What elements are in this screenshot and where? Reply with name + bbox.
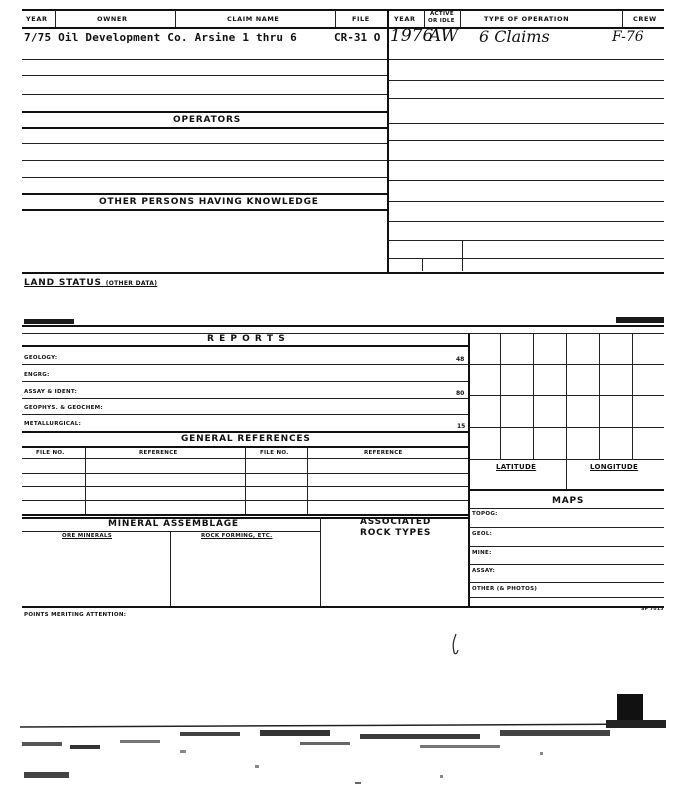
row-rule bbox=[22, 94, 387, 95]
gr-col-divider bbox=[245, 447, 246, 514]
maps-heading: MAPS bbox=[552, 496, 585, 506]
grid-row bbox=[469, 364, 664, 365]
reports-top-rule bbox=[22, 333, 664, 334]
report-row-rule bbox=[22, 414, 468, 415]
maps-rule bbox=[469, 508, 664, 509]
gr-bottom-rule bbox=[22, 514, 468, 516]
right-row-rule bbox=[389, 221, 664, 222]
associated-heading: ASSOCIATED bbox=[360, 517, 432, 527]
row-rule bbox=[22, 75, 387, 76]
mineral-assemblage-heading: MINERAL ASSEMBLAGE bbox=[108, 519, 239, 529]
report-row-rule bbox=[22, 398, 468, 399]
header-divider bbox=[460, 10, 461, 27]
mineral-col-divider bbox=[170, 531, 171, 607]
report-label-assay: ASSAY & IDENT: bbox=[24, 389, 78, 395]
right-row-rule bbox=[389, 123, 664, 124]
header-file: FILE bbox=[352, 15, 370, 23]
reports-right-divider bbox=[468, 333, 470, 607]
header-or-idle: OR IDLE bbox=[428, 18, 455, 24]
gr-col-divider bbox=[85, 447, 86, 514]
entry-operation-handwritten: 6 Claims bbox=[479, 27, 550, 46]
top-section-bottom-rule bbox=[22, 272, 664, 274]
entry-crew-handwritten: F-76 bbox=[612, 29, 644, 45]
right-row-rule bbox=[389, 180, 664, 181]
report-label-metallurgical: METALLURGICAL: bbox=[24, 421, 82, 427]
row-rule bbox=[22, 193, 387, 195]
maps-mine: MINE: bbox=[472, 550, 492, 556]
right-small-divider bbox=[462, 241, 463, 271]
grid-col bbox=[566, 333, 567, 460]
gr-col-reference: REFERENCE bbox=[139, 450, 178, 456]
land-status-rule bbox=[22, 325, 664, 327]
header-top-rule bbox=[22, 9, 664, 11]
land-status-label: LAND STATUS bbox=[24, 278, 102, 288]
operators-heading: OPERATORS bbox=[173, 115, 241, 125]
gr-col-divider bbox=[307, 447, 308, 514]
main-vertical-divider bbox=[387, 10, 389, 272]
grid-col bbox=[632, 333, 633, 460]
maps-rule bbox=[469, 582, 664, 583]
operators-rule bbox=[22, 127, 387, 129]
general-references-heading: GENERAL REFERENCES bbox=[181, 434, 311, 444]
longitude-label: LONGITUDE bbox=[590, 463, 639, 471]
row-rule bbox=[22, 177, 387, 178]
grid-col bbox=[533, 333, 534, 460]
entry-owner-claim: 7/75 Oil Development Co. Arsine 1 thru 6 bbox=[24, 31, 297, 44]
entry-year-handwritten: 1976 bbox=[390, 26, 434, 46]
row-rule bbox=[22, 59, 387, 60]
entry-status-handwritten: AW bbox=[429, 26, 459, 46]
row-rule bbox=[22, 111, 387, 113]
header-type-of-operation: TYPE OF OPERATION bbox=[484, 15, 570, 23]
scan-smear bbox=[24, 319, 74, 324]
report-num-assay: 80 bbox=[456, 390, 465, 397]
report-label-geology: GEOLOGY: bbox=[24, 355, 58, 361]
report-label-geophys: GEOPHYS. & GEOCHEM: bbox=[24, 405, 103, 411]
maps-rule bbox=[469, 597, 664, 598]
header-year-2: YEAR bbox=[394, 15, 416, 23]
reports-heading-rule bbox=[22, 345, 468, 347]
header-active: ACTIVE bbox=[430, 11, 454, 17]
ore-minerals-label: ORE MINERALS bbox=[62, 533, 113, 539]
grid-row bbox=[469, 427, 664, 428]
scan-noise-band bbox=[0, 690, 678, 805]
header-owner: OWNER bbox=[97, 15, 128, 23]
right-row-rule bbox=[389, 59, 664, 60]
latitude-label: LATITUDE bbox=[496, 463, 537, 471]
right-row-rule bbox=[389, 201, 664, 202]
header-crew: CREW bbox=[633, 15, 657, 23]
gr-col-file-no-2: FILE NO. bbox=[260, 450, 289, 456]
header-bottom-rule bbox=[22, 27, 664, 29]
report-label-engrg: ENGRG: bbox=[24, 372, 50, 378]
grid-row bbox=[469, 395, 664, 396]
right-small-divider bbox=[422, 258, 423, 271]
header-year: YEAR bbox=[26, 15, 48, 23]
right-row-rule bbox=[389, 240, 664, 241]
right-row-rule bbox=[389, 258, 664, 259]
maps-other: OTHER (& PHOTOS) bbox=[472, 586, 538, 592]
gr-col-file-no: FILE NO. bbox=[36, 450, 65, 456]
rock-forming-label: ROCK FORMING, ETC. bbox=[201, 533, 273, 539]
mineral-subrule bbox=[22, 531, 320, 532]
maps-rule bbox=[469, 527, 664, 528]
gr-col-reference-2: REFERENCE bbox=[364, 450, 403, 456]
land-status-heading bbox=[24, 278, 157, 288]
maps-assay: ASSAY: bbox=[472, 568, 496, 574]
report-num-metallurgical: 15 bbox=[457, 423, 466, 430]
header-claim-name: CLAIM NAME bbox=[227, 15, 280, 23]
report-row-rule bbox=[22, 381, 468, 382]
lat-long-divider bbox=[566, 459, 567, 489]
mineral-divider bbox=[320, 517, 321, 607]
right-row-rule bbox=[389, 140, 664, 141]
entry-file: CR-31 O bbox=[334, 31, 381, 44]
header-divider bbox=[55, 10, 56, 27]
report-row-rule bbox=[22, 364, 468, 365]
other-persons-heading: OTHER PERSONS HAVING KNOWLEDGE bbox=[99, 197, 319, 207]
row-rule bbox=[22, 143, 387, 144]
scan-smear bbox=[616, 317, 664, 323]
rock-types-heading: ROCK TYPES bbox=[360, 528, 432, 538]
header-divider bbox=[622, 10, 623, 27]
report-row-rule bbox=[22, 431, 468, 433]
grid-col bbox=[599, 333, 600, 460]
right-row-rule bbox=[389, 98, 664, 99]
maps-topog: TOPOG: bbox=[472, 511, 498, 517]
points-meriting-attention: POINTS MERITING ATTENTION: bbox=[24, 612, 127, 618]
maps-top-rule bbox=[469, 489, 664, 491]
maps-rule bbox=[469, 564, 664, 565]
maps-rule bbox=[469, 546, 664, 547]
header-divider bbox=[335, 10, 336, 27]
report-num-geology: 48 bbox=[456, 356, 465, 363]
row-rule bbox=[22, 160, 387, 161]
right-row-rule bbox=[389, 160, 664, 161]
pencil-check-mark bbox=[446, 632, 464, 658]
maps-geol: GEOL: bbox=[472, 531, 493, 537]
header-divider bbox=[175, 10, 176, 27]
form-code: SP 7015 bbox=[641, 607, 664, 612]
right-row-rule bbox=[389, 80, 664, 81]
land-status-note: (OTHER DATA) bbox=[105, 280, 158, 287]
reports-heading: R E P O R T S bbox=[207, 334, 286, 344]
header-divider bbox=[424, 10, 425, 27]
mineral-bottom-rule bbox=[22, 606, 664, 608]
other-persons-rule bbox=[22, 209, 387, 211]
grid-col bbox=[500, 333, 501, 460]
